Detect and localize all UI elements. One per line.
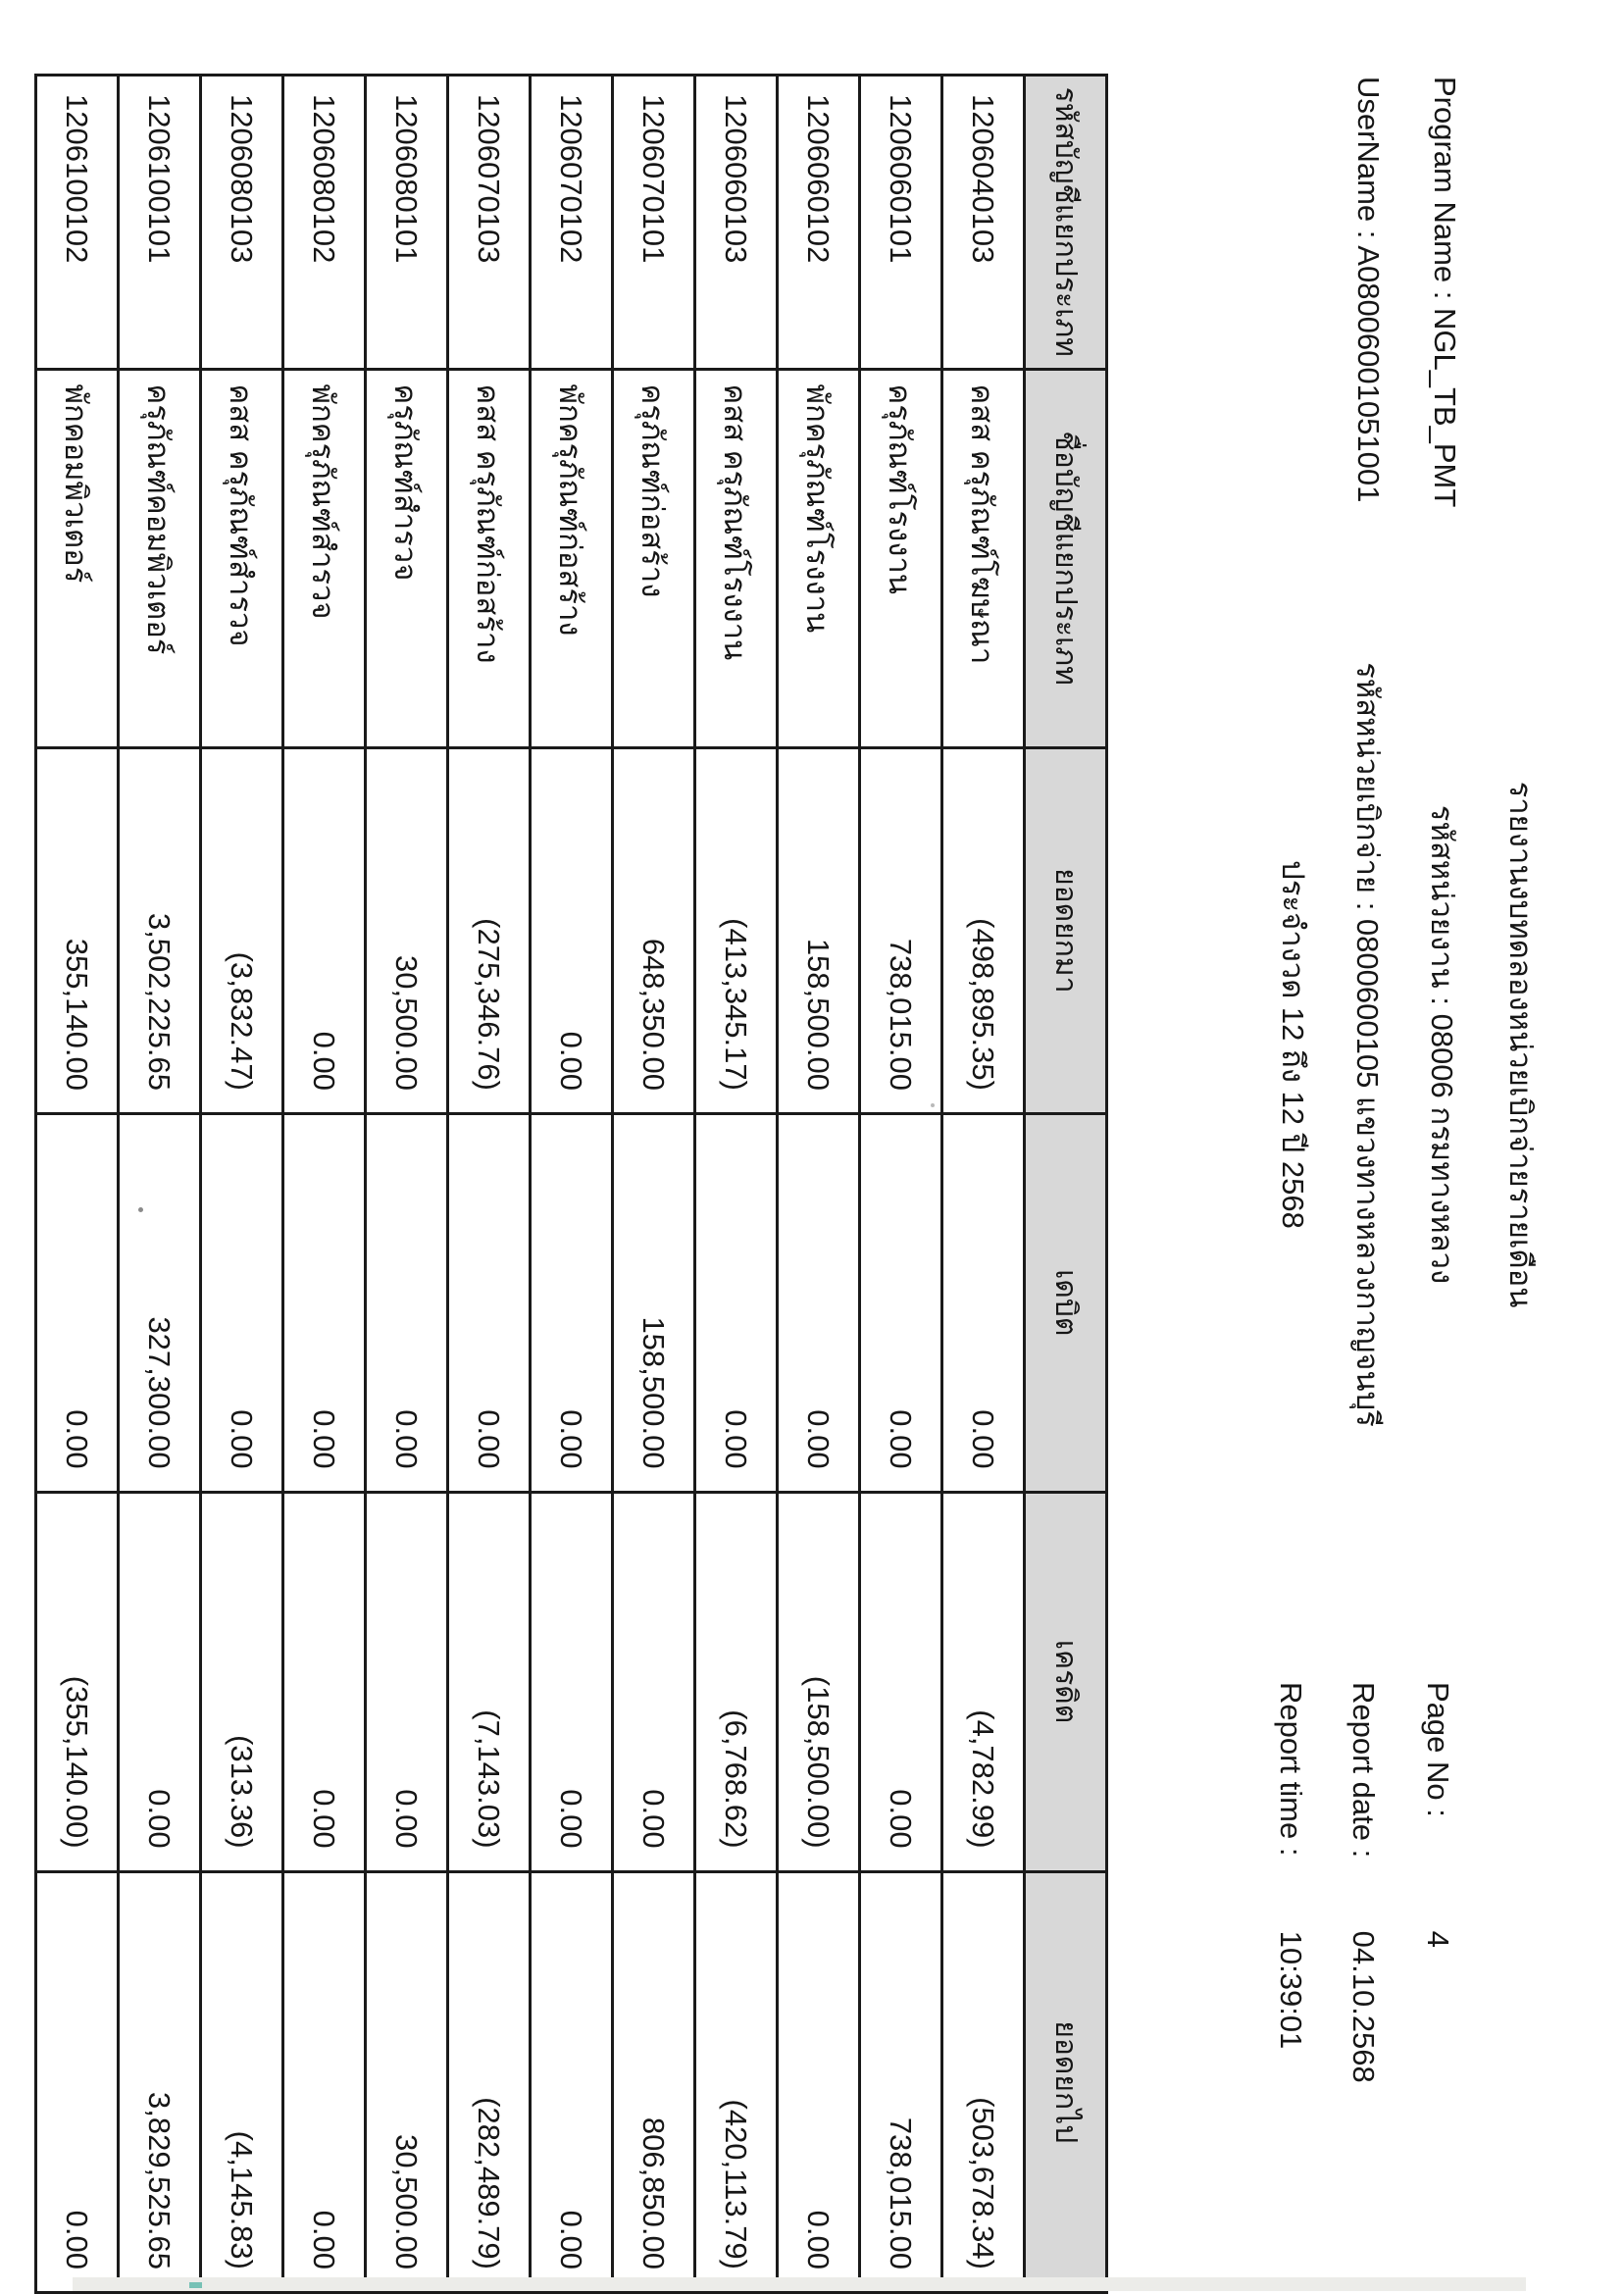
scanner-edge-shadow <box>73 2277 1526 2291</box>
account-name-cell: พักครุภัณฑ์สำรวจ <box>283 369 366 747</box>
amount-cell: 738,015.00 <box>860 1871 942 2292</box>
column-header-3: เดบิต <box>1025 1113 1107 1492</box>
account-code-cell: 1206100101 <box>119 76 201 370</box>
amount-cell: 30,500.00 <box>366 1871 448 2292</box>
amount-cell: 0.00 <box>531 747 613 1113</box>
table-row <box>366 76 448 2293</box>
page-number-label: Page No : <box>1421 1682 1455 1817</box>
username-line <box>1348 76 1388 502</box>
amount-cell: (313.36) <box>201 1492 283 1871</box>
amount-cell: (413,345.17) <box>695 747 778 1113</box>
amount-cell: (420,113.79) <box>695 1871 778 2292</box>
amount-cell: 0.00 <box>119 1492 201 1871</box>
amount-cell: 0.00 <box>366 1113 448 1492</box>
amount-cell: (355,140.00) <box>36 1492 119 1871</box>
program-name-value: NGL_TB_PMT <box>1428 308 1462 508</box>
amount-cell: 0.00 <box>942 1113 1025 1492</box>
trial-balance-table <box>34 74 1108 2294</box>
column-header-2: ยอดยกมา <box>1025 747 1107 1113</box>
amount-cell: (4,145.83) <box>201 1871 283 2292</box>
account-name-cell: ครุภัณฑ์สำรวจ <box>366 369 448 747</box>
report-date-label: Report date : <box>1346 1682 1381 1859</box>
amount-cell: 0.00 <box>860 1492 942 1871</box>
table-row <box>613 76 695 2293</box>
amount-cell: (282,489.79) <box>448 1871 531 2292</box>
amount-cell: 0.00 <box>531 1871 613 2292</box>
account-code-cell: 1206060102 <box>778 76 860 370</box>
amount-cell: 0.00 <box>695 1113 778 1492</box>
amount-cell: 30,500.00 <box>366 747 448 1113</box>
table-body <box>36 76 1025 2293</box>
report-date-line <box>1344 1682 1383 2083</box>
amount-cell: 0.00 <box>36 1871 119 2292</box>
account-name-cell: ครุภัณฑ์โรงงาน <box>860 369 942 747</box>
username-label: UserName : <box>1351 76 1386 239</box>
amount-cell: 0.00 <box>613 1492 695 1871</box>
report-time-label: Report time : <box>1274 1682 1308 1857</box>
scan-speck <box>931 1103 935 1107</box>
account-code-cell: 1206080103 <box>201 76 283 370</box>
amount-cell: 0.00 <box>283 1492 366 1871</box>
amount-cell: (498,895.35) <box>942 747 1025 1113</box>
amount-cell: 355,140.00 <box>36 747 119 1113</box>
account-name-cell: พักครุภัณฑ์ก่อสร้าง <box>531 369 613 747</box>
period-line: ประจำงวด 12 ถึง 12 ปี 2568 <box>1276 860 1310 1229</box>
table-row <box>448 76 531 2293</box>
disbursement-unit-line: รหัสหน่วยเบิกจ่าย : 0800600105 แขวงทางหลวงกาญจนบุรี <box>1350 662 1385 1427</box>
amount-cell: 158,500.00 <box>778 747 860 1113</box>
account-name-cell: คสส ครุภัณฑ์ก่อสร้าง <box>448 369 531 747</box>
account-code-cell: 1206070103 <box>448 76 531 370</box>
amount-cell: (503,678.34) <box>942 1871 1025 2292</box>
report-title: รายงานงบทดลองหน่วยเบิกจ่ายรายเดือน <box>1503 781 1538 1308</box>
account-code-cell: 1206070102 <box>531 76 613 370</box>
account-code-cell: 1206060103 <box>695 76 778 370</box>
amount-cell: (6,768.62) <box>695 1492 778 1871</box>
report-date-value: 04.10.2568 <box>1346 1930 1381 2083</box>
scanner-color-mark <box>189 2282 202 2288</box>
account-name-cell: พักครุภัณฑ์โรงงาน <box>778 369 860 747</box>
table-row <box>119 76 201 2293</box>
program-name-label: Program Name : <box>1428 76 1462 300</box>
amount-cell: 0.00 <box>36 1113 119 1492</box>
column-header-4: เครดิต <box>1025 1492 1107 1871</box>
amount-cell: 0.00 <box>283 1113 366 1492</box>
amount-cell: 0.00 <box>283 1871 366 2292</box>
amount-cell: (7,143.03) <box>448 1492 531 1871</box>
table-row <box>201 76 283 2293</box>
report-time-line <box>1271 1682 1310 2049</box>
amount-cell: 0.00 <box>366 1492 448 1871</box>
table-row <box>942 76 1025 2293</box>
amount-cell: 0.00 <box>283 747 366 1113</box>
amount-cell: 806,850.00 <box>613 1871 695 2292</box>
account-code-cell: 1206080101 <box>366 76 448 370</box>
account-code-cell: 1206070101 <box>613 76 695 370</box>
report-time-value: 10:39:01 <box>1274 1930 1308 2050</box>
account-name-cell: คสส ครุภัณฑ์โรงงาน <box>695 369 778 747</box>
table-row <box>36 76 119 2293</box>
agency-code-line: รหัสหน่วยงาน : 08006 กรมทางหลวง <box>1425 804 1459 1285</box>
account-code-cell: 1206080102 <box>283 76 366 370</box>
column-header-5: ยอดยกไป <box>1025 1871 1107 2292</box>
column-header-1: ชื่อบัญชีแยกประเภท <box>1025 369 1107 747</box>
table-row <box>283 76 366 2293</box>
amount-cell: 0.00 <box>778 1113 860 1492</box>
amount-cell: 0.00 <box>531 1492 613 1871</box>
account-name-cell: ครุภัณฑ์ก่อสร้าง <box>613 369 695 747</box>
amount-cell: 0.00 <box>201 1113 283 1492</box>
account-code-cell: 1206040103 <box>942 76 1025 370</box>
amount-cell: (3,832.47) <box>201 747 283 1113</box>
table-row <box>778 76 860 2293</box>
amount-cell: 0.00 <box>448 1113 531 1492</box>
amount-cell: 0.00 <box>531 1113 613 1492</box>
table-row <box>860 76 942 2293</box>
amount-cell: 0.00 <box>778 1871 860 2292</box>
page-number-value: 4 <box>1421 1930 1455 1948</box>
username-value: A08006001051001 <box>1351 245 1386 503</box>
account-name-cell: พักคอมพิวเตอร์ <box>36 369 119 747</box>
account-name-cell: ครุภัณฑ์คอมพิวเตอร์ <box>119 369 201 747</box>
amount-cell: 738,015.00 <box>860 747 942 1113</box>
page-number-line <box>1418 1682 1457 1948</box>
scan-speck <box>138 1207 143 1212</box>
amount-cell: 158,500.00 <box>613 1113 695 1492</box>
account-code-cell: 1206060101 <box>860 76 942 370</box>
amount-cell: (4,782.99) <box>942 1492 1025 1871</box>
column-header-0: รหัสบัญชีแยกประเภท <box>1025 76 1107 370</box>
account-name-cell: คสส ครุภัณฑ์สำรวจ <box>201 369 283 747</box>
table-row <box>531 76 613 2293</box>
amount-cell: 327,300.00 <box>119 1113 201 1492</box>
amount-cell: 3,829,525.65 <box>119 1871 201 2292</box>
amount-cell: 648,350.00 <box>613 747 695 1113</box>
table-row <box>695 76 778 2293</box>
account-name-cell: คสส ครุภัณฑ์โฆษณา <box>942 369 1025 747</box>
account-code-cell: 1206100102 <box>36 76 119 370</box>
amount-cell: (275,346.76) <box>448 747 531 1113</box>
table-header-row <box>1025 76 1107 2293</box>
amount-cell: (158,500.00) <box>778 1492 860 1871</box>
amount-cell: 3,502,225.65 <box>119 747 201 1113</box>
amount-cell: 0.00 <box>860 1113 942 1492</box>
program-name-line <box>1425 76 1464 507</box>
